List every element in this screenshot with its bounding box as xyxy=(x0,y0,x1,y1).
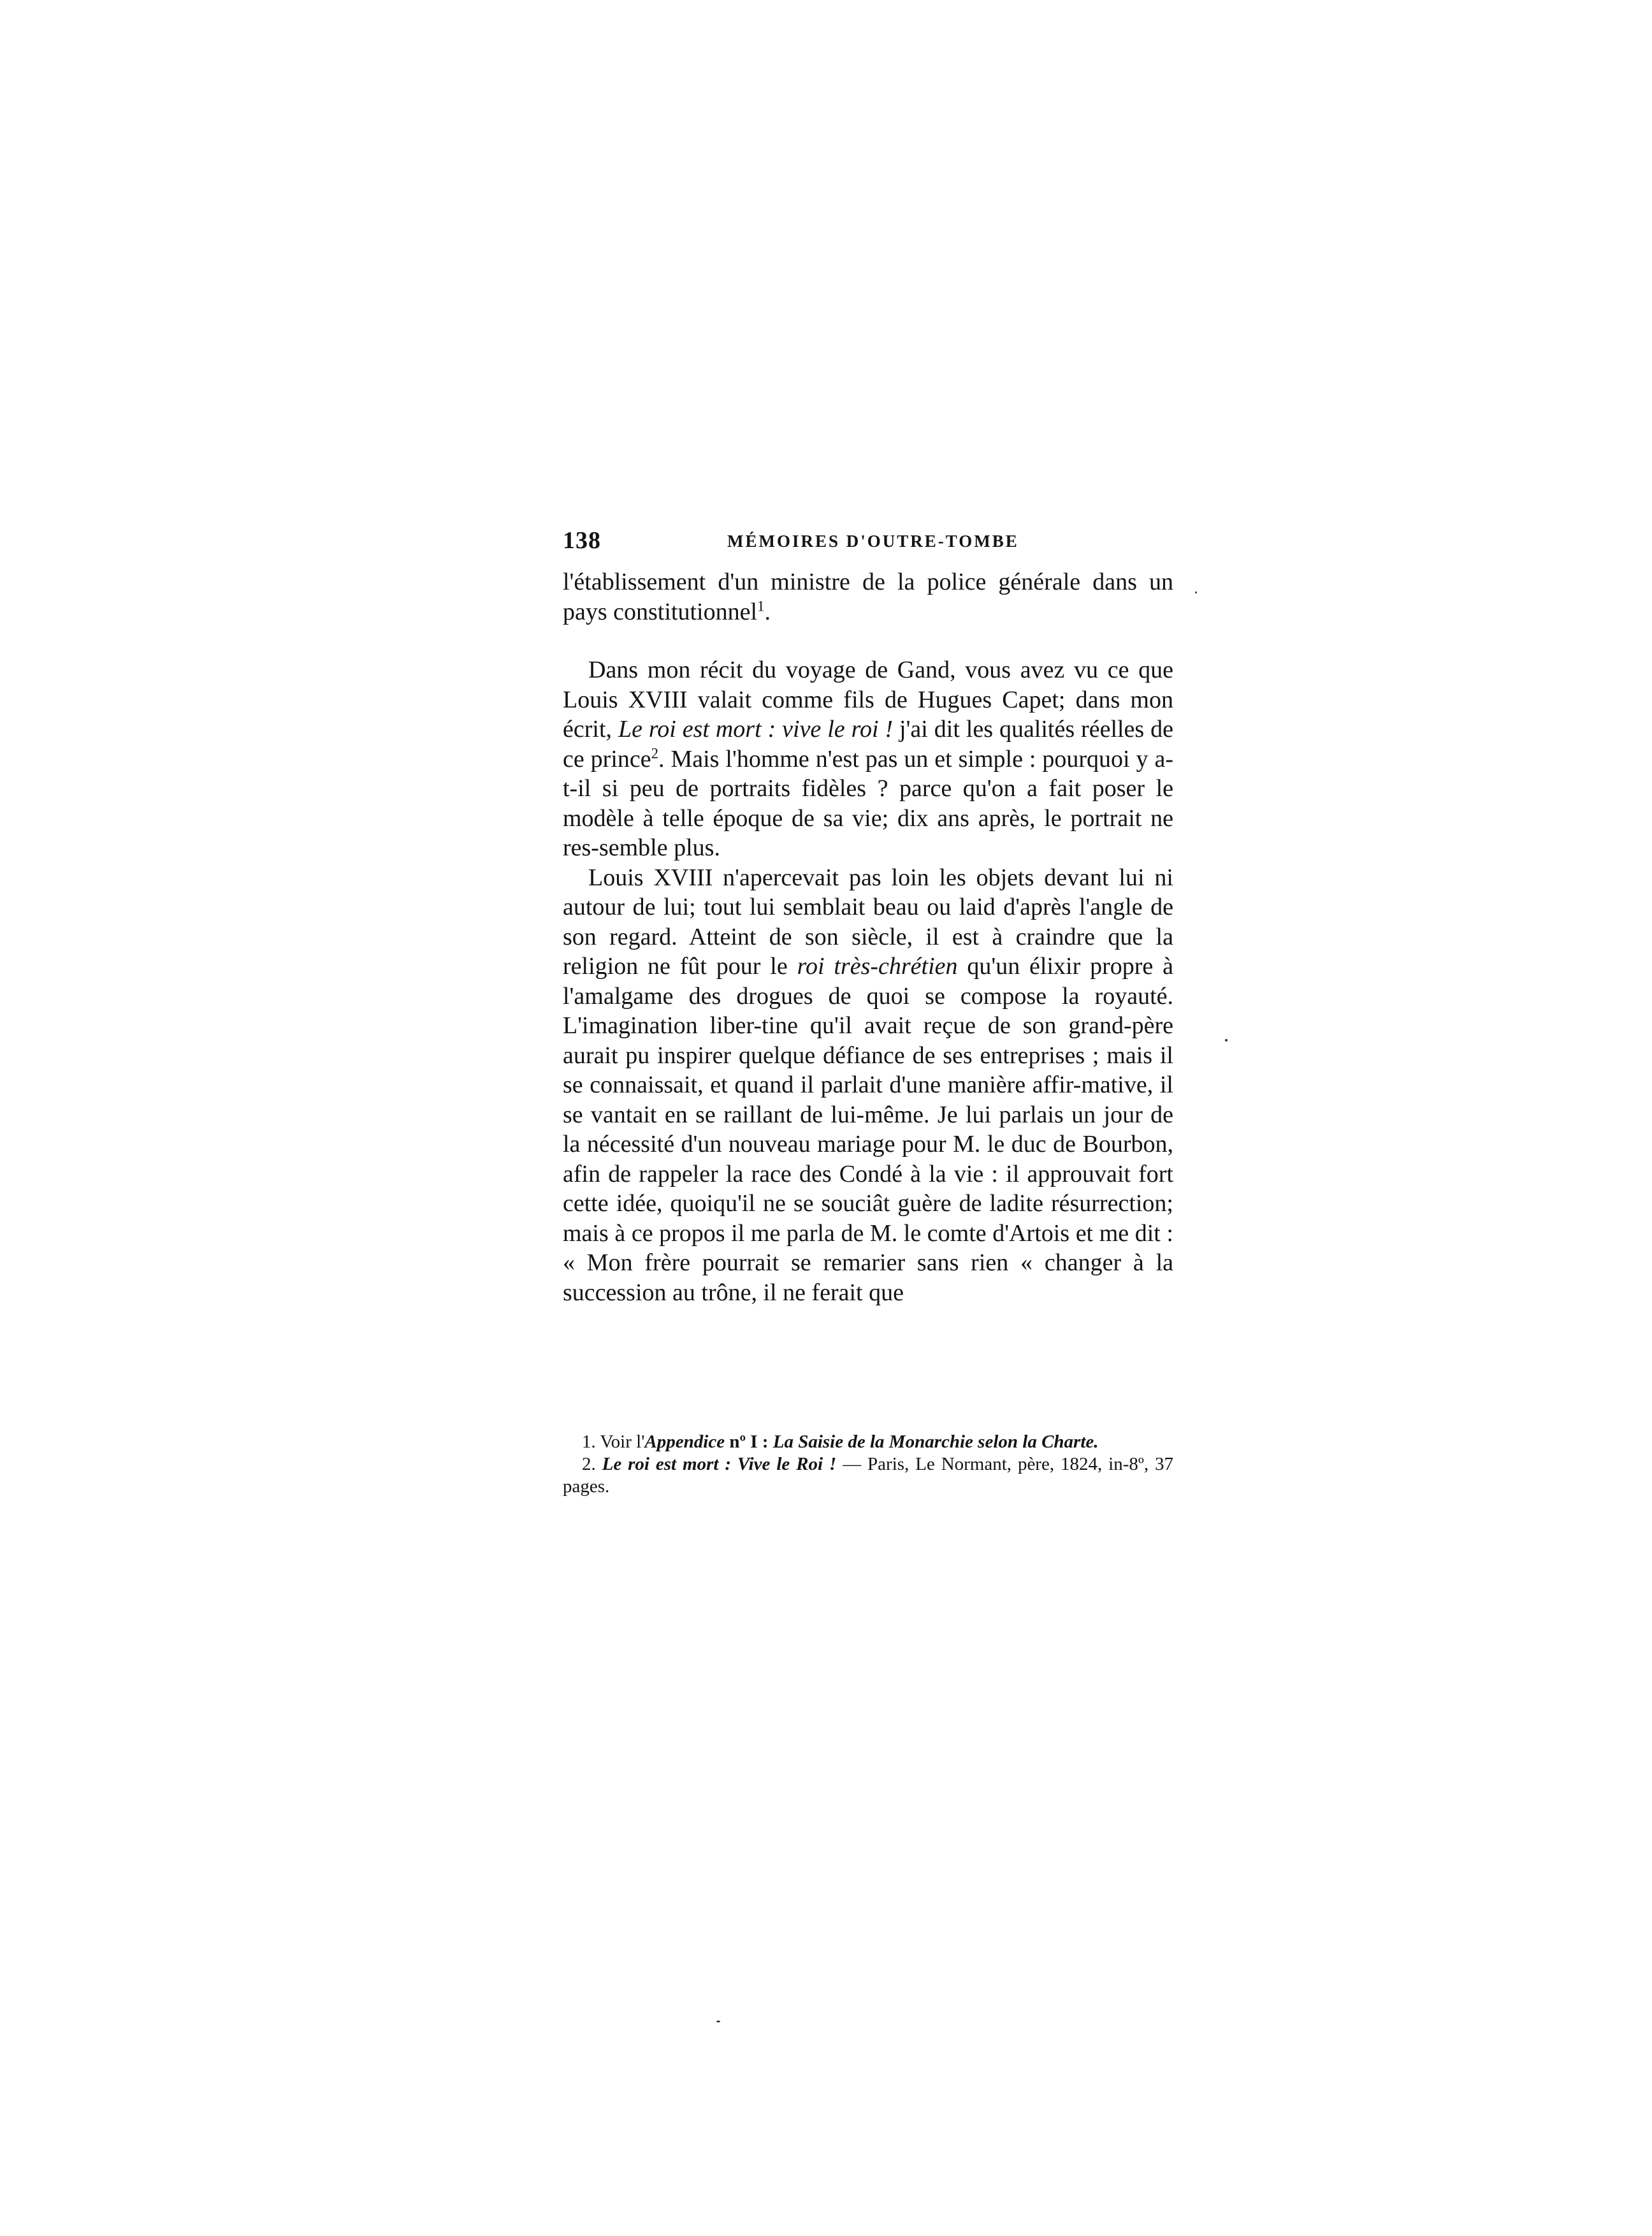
paragraph-2 xyxy=(563,655,1173,863)
paragraph-3 xyxy=(563,863,1173,1308)
paragraph-3-italic: roi très-chrétien xyxy=(797,953,958,980)
footnote-2-italic: Le roi est mort : Vive le Roi ! xyxy=(602,1454,837,1474)
page-number: 138 xyxy=(563,527,601,554)
scan-speck xyxy=(1225,1039,1228,1042)
running-title: MÉMOIRES D'OUTRE-TOMBE xyxy=(727,532,1019,551)
footnote-1-italic-a: Appendice xyxy=(644,1432,725,1452)
footnotes xyxy=(563,1431,1173,1498)
footnote-ref-2: 2 xyxy=(651,744,659,761)
paragraph-1 xyxy=(563,567,1173,627)
footnote-2 xyxy=(563,1453,1173,1498)
footnote-1 xyxy=(563,1431,1173,1453)
page-header xyxy=(563,526,1182,558)
footnote-2-number: 2. xyxy=(582,1454,602,1474)
footnote-2-rest: — Paris, Le Normant, père, 1824, in-8º, 37 pages. xyxy=(563,1454,1174,1497)
paragraph-2-text-a: Dans mon récit du voyage de Gand, vous avez vu ce que Louis XVIII valait comme fils de Hugues Capet; dans mon écrit, xyxy=(563,657,1173,743)
paragraph-3-text-b: qu'un élixir propre à l'amalgame des drogues de quoi se compose la royauté. L'imagination liber-tine qu'il avait reçue de son grand-père aurait pu inspirer quelque défiance de ses entreprises ; mais il se connaissait, et quand il parlait d'une manière affir-mative, il se vantait en se raillant de lui-même. Je lui parlais un jour de la nécessité d'un nouveau mariage pour M. le duc de Bourbon, afin de rappeler la race des Condé à la vie : il approuvait fort cette idée, quoiqu'il ne se souciât guère de ladite résurrection; mais à ce propos il me parla de M. le comte d'Artois et me dit : « Mon frère pourrait se remarier sans rien « changer à la succession au trône, il ne ferait que xyxy=(563,953,1173,1306)
scan-speck xyxy=(1195,592,1197,593)
paragraph-3-text-a: Louis XVIII n'apercevait pas loin les objets devant lui ni autour de lui; tout lui semblait beau ou laid d'après l'angle de son regard. Atteint de son siècle, il est à craindre que la religion ne fût pour le xyxy=(563,864,1173,980)
paragraph-gap xyxy=(563,627,1173,655)
footnote-1-mid: nº I : xyxy=(725,1432,773,1452)
paragraph-1-end: . xyxy=(764,598,771,625)
scan-speck xyxy=(716,2021,720,2022)
paragraph-1-text: l'établissement d'un ministre de la police générale dans un pays constitutionnel xyxy=(563,569,1173,625)
body-text xyxy=(563,567,1173,1307)
footnote-ref-1: 1 xyxy=(757,597,765,614)
paragraph-2-text-b: j'ai dit les qualités réelles de ce prince xyxy=(563,716,1174,773)
footnote-1-number: 1. Voir l' xyxy=(582,1432,645,1452)
footnote-1-italic-b: La Saisie de la Monarchie selon la Charte. xyxy=(772,1432,1099,1452)
paragraph-2-text-c: . Mais l'homme n'est pas un et simple : pourquoi y a-t-il si peu de portraits fidèles ? parce qu'on a fait poser le modèle à telle époque de sa vie; dix ans après, le portrait ne res-semble plus. xyxy=(563,745,1173,861)
paragraph-2-italic-title: Le roi est mort : vive le roi ! xyxy=(618,716,894,743)
